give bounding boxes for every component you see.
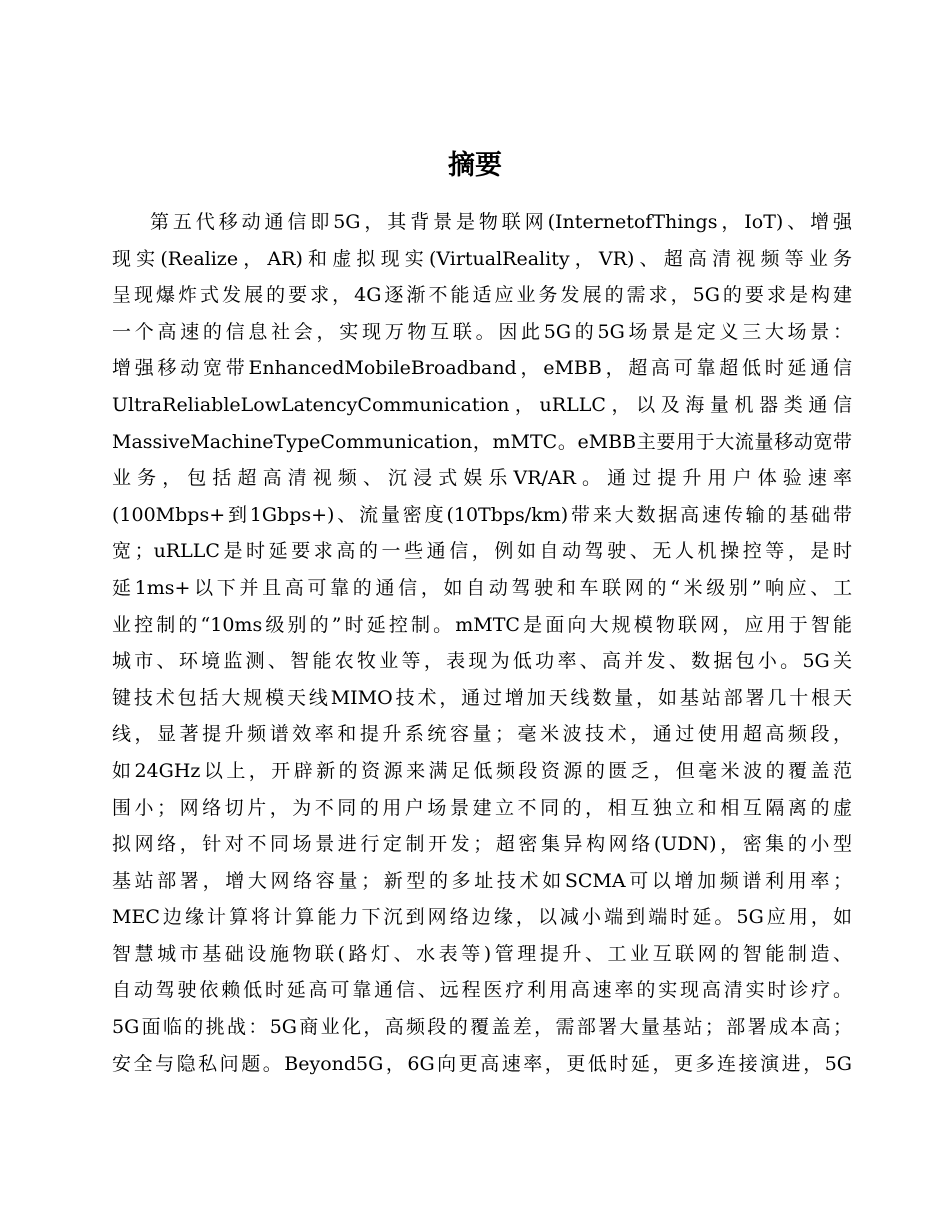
abstract-line: MassiveMachineTypeCommunication，mMTC。eMBB主要用于大流量移动宽带 [112,430,852,453]
abstract-line: 安全与隐私问题。Beyond5G，6G向更高速率，更低时延，更多连接演进，5G [112,1052,852,1075]
abstract-line: 现实(Realize，AR)和虚拟现实(VirtualReality，VR)、超高清视频等业务 [112,247,852,270]
abstract-line: 智慧城市基础设施物联(路灯、水表等)管理提升、工业互联网的智能制造、 [112,942,852,965]
abstract-line: 基站部署，增大网络容量；新型的多址技术如SCMA可以增加频谱利用率； [112,869,852,892]
page-title: 摘要 [448,150,502,181]
abstract-line: 呈现爆炸式发展的要求，4G逐渐不能适应业务发展的需求，5G的要求是构建 [112,284,852,307]
abstract-line: 线，显著提升频谱效率和提升系统容量；毫米波技术，通过使用超高频段， [112,723,852,746]
abstract-line: 第五代移动通信即5G，其背景是物联网(InternetofThings，IoT)、增强 [150,211,852,233]
abstract-line: 一个高速的信息社会，实现万物互联。因此5G的5G场景是定义三大场景： [112,320,852,343]
abstract-line: 业控制的“10ms级别的”时延控制。mMTC是面向大规模物联网，应用于智能 [112,613,852,636]
abstract-line: 拟网络，针对不同场景进行定制开发；超密集异构网络(UDN)，密集的小型 [112,833,852,856]
abstract-body [112,204,852,1082]
abstract-line: 宽；uRLLC是时延要求高的一些通信，例如自动驾驶、无人机操控等，是时 [112,540,852,563]
abstract-line: 围小；网络切片，为不同的用户场景建立不同的，相互独立和相互隔离的虚 [112,796,852,819]
abstract-line: (100Mbps+到1Gbps+)、流量密度(10Tbps/km)带来大数据高速传输的基础带 [112,503,852,526]
abstract-line: 城市、环境监测、智能农牧业等，表现为低功率、高并发、数据包小。5G关 [112,650,852,673]
abstract-line: 增强移动宽带EnhancedMobileBroadband，eMBB，超高可靠超低时延通信 [112,357,852,380]
abstract-line: 业务，包括超高清视频、沉浸式娱乐VR/AR。通过提升用户体验速率 [112,467,852,490]
abstract-line: UltraReliableLowLatencyCommunication，uRLLC，以及海量机器类通信 [112,393,852,416]
abstract-line: 键技术包括大规模天线MIMO技术，通过增加天线数量，如基站部署几十根天 [112,686,852,709]
abstract-line: 延1ms+以下并且高可靠的通信，如自动驾驶和车联网的“米级别”响应、工 [112,576,852,599]
abstract-line: 自动驾驶依赖低时延高可靠通信、远程医疗利用高速率的实现高清实时诊疗。 [112,979,852,1002]
abstract-line: 5G面临的挑战：5G商业化，高频段的覆盖差，需部署大量基站；部署成本高； [112,1016,852,1039]
abstract-line: 如24GHz以上，开辟新的资源来满足低频段资源的匮乏，但毫米波的覆盖范 [112,759,852,782]
abstract-line: MEC边缘计算将计算能力下沉到网络边缘，以减小端到端时延。5G应用，如 [112,906,852,929]
